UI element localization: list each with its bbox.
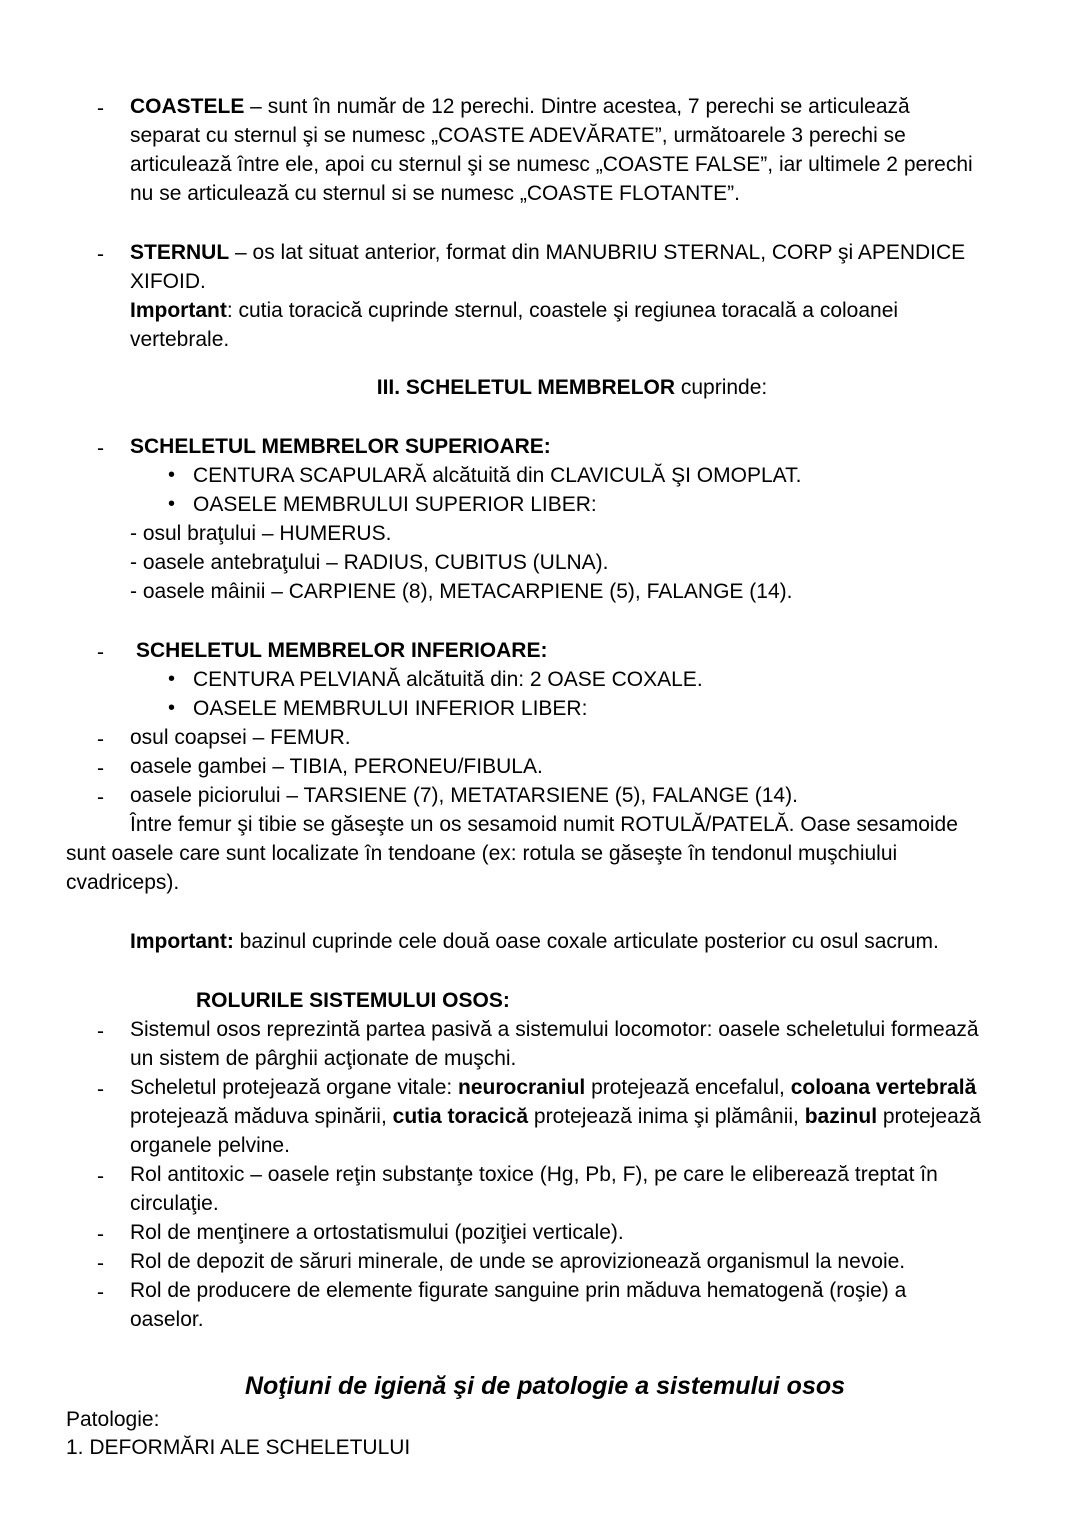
bazin-important (130, 927, 939, 956)
igiena-section-title: Noţiuni de igienă şi de patologie a sistemului osos (244, 1372, 846, 1400)
important-text: : cutia toracică cuprinde sternul, coastele şi regiunea toracală a coloanei (226, 299, 899, 322)
bold-term: bazinul (804, 1105, 878, 1128)
roluri-item: organele pelvine. (130, 1134, 290, 1157)
superior-line: - oasele antebraţului – RADIUS, CUBITUS (ULNA). (130, 551, 609, 574)
inferior-item: oasele piciorului – TARSIENE (7), METATARSIENE (5), FALANGE (14). (130, 784, 798, 807)
inferior-item: oasele gambei – TIBIA, PERONEU/FIBULA. (130, 755, 543, 778)
coastele-term: COASTELE (130, 95, 245, 118)
coastele-line: articulează între ele, apoi cu sternul şi se numesc „COASTE FALSE”, iar ultimele 2 perechi (130, 153, 973, 176)
sternul-paragraph (130, 238, 965, 267)
text-run: protejează inima şi plămânii, (528, 1105, 805, 1128)
list-dash: - (97, 97, 104, 120)
roluri-item: circulaţie. (130, 1192, 219, 1215)
roluri-title: ROLURILE SISTEMULUI OSOS: (196, 989, 510, 1012)
list-dash: - (97, 437, 104, 460)
superior-point: CENTURA SCAPULARĂ alcătuită din CLAVICULĂ ŞI OMOPLAT. (193, 464, 802, 487)
inferior-point: OASELE MEMBRULUI INFERIOR LIBER: (193, 697, 588, 720)
list-dash: - (97, 1281, 104, 1304)
sternul-important (130, 296, 898, 325)
roluri-item: Rol de menţinere a ortostatismului (poziţiei verticale). (130, 1221, 624, 1244)
superior-title: SCHELETUL MEMBRELOR SUPERIOARE: (130, 435, 551, 458)
roluri-item: oaselor. (130, 1308, 204, 1331)
bullet-dot-icon: • (168, 697, 176, 719)
list-dash: - (97, 1078, 104, 1101)
important-label: Important: (130, 930, 234, 953)
bullet-dot-icon: • (168, 464, 176, 486)
list-dash: - (97, 1252, 104, 1275)
roluri-item: Rol antitoxic – oasele reţin substanţe toxice (Hg, Pb, F), pe care le eliberează treptat în (130, 1163, 938, 1186)
section-iii-heading (0, 373, 1080, 402)
text-run: protejează măduva spinării, (130, 1105, 393, 1128)
superior-line: - oasele mâinii – CARPIENE (8), METACARPIENE (5), FALANGE (14). (130, 580, 793, 603)
important-text: bazinul cuprinde cele două oase coxale articulate posterior cu osul sacrum. (233, 930, 939, 953)
bold-term: coloana vertebrală (790, 1076, 977, 1099)
text-run: Scheletul protejează organe vitale: (130, 1076, 459, 1099)
roluri-item (130, 1102, 981, 1131)
roluri-item (130, 1073, 976, 1102)
bold-term: cutia toracică (392, 1105, 529, 1128)
superior-line: - osul braţului – HUMERUS. (130, 522, 392, 545)
inferior-paragraph-line: cvadriceps). (66, 871, 180, 894)
inferior-paragraph-line: sunt oasele care sunt localizate în tendoane (ex: rotula se găseşte în tendonul muşchiului (66, 842, 898, 865)
sternul-term: STERNUL (130, 241, 230, 264)
roluri-item: Rol de producere de elemente figurate sanguine prin măduva hematogenă (roşie) a (130, 1279, 907, 1302)
coastele-paragraph (130, 92, 910, 121)
sternul-line: – os lat situat anterior, format din MANUBRIU STERNAL, CORP şi APENDICE (229, 241, 966, 264)
list-dash: - (97, 728, 104, 751)
section-iii-title: III. SCHELETUL MEMBRELOR (376, 376, 676, 399)
list-dash: - (97, 1165, 104, 1188)
roluri-item: Rol de depozit de săruri minerale, de unde se aprovizionează organismul la nevoie. (130, 1250, 906, 1273)
important-label: Important (130, 299, 227, 322)
list-dash: - (97, 786, 104, 809)
patologie-point: 1. DEFORMĂRI ALE SCHELETULUI (66, 1436, 411, 1459)
bold-term: neurocraniul (458, 1076, 586, 1099)
list-dash: - (97, 243, 104, 266)
inferior-paragraph-line: Între femur şi tibie se găseşte un os sesamoid numit ROTULĂ/PATELĂ. Oase sesamoide (130, 813, 958, 836)
coastele-line: nu se articulează cu sternul si se numesc „COASTE FLOTANTE”. (130, 182, 740, 205)
text-run: protejează encefalul, (585, 1076, 791, 1099)
patologie-label: Patologie: (66, 1408, 160, 1431)
list-dash: - (97, 641, 104, 664)
text-run: protejează (877, 1105, 981, 1128)
inferior-point: CENTURA PELVIANĂ alcătuită din: 2 OASE COXALE. (193, 668, 703, 691)
roluri-item: un sistem de pârghii acţionate de muşchi. (130, 1047, 517, 1070)
coastele-line: – sunt în număr de 12 perechi. Dintre acestea, 7 perechi se articulează (244, 95, 910, 118)
inferior-title: SCHELETUL MEMBRELOR INFERIOARE: (136, 639, 548, 662)
coastele-line: separat cu sternul şi se numesc „COASTE ADEVĂRATE”, următoarele 3 perechi se (130, 124, 906, 147)
roluri-item: Sistemul osos reprezintă partea pasivă a sistemului locomotor: oasele scheletului formează (130, 1018, 979, 1041)
superior-point: OASELE MEMBRULUI SUPERIOR LIBER: (193, 493, 597, 516)
section-iii-suffix: cuprinde: (675, 376, 768, 399)
sternul-line: XIFOID. (130, 270, 206, 293)
list-dash: - (97, 1020, 104, 1043)
list-dash: - (97, 1223, 104, 1246)
important-text: vertebrale. (130, 328, 230, 351)
bullet-dot-icon: • (168, 668, 176, 690)
list-dash: - (97, 757, 104, 780)
bullet-dot-icon: • (168, 493, 176, 515)
inferior-item: osul coapsei – FEMUR. (130, 726, 351, 749)
